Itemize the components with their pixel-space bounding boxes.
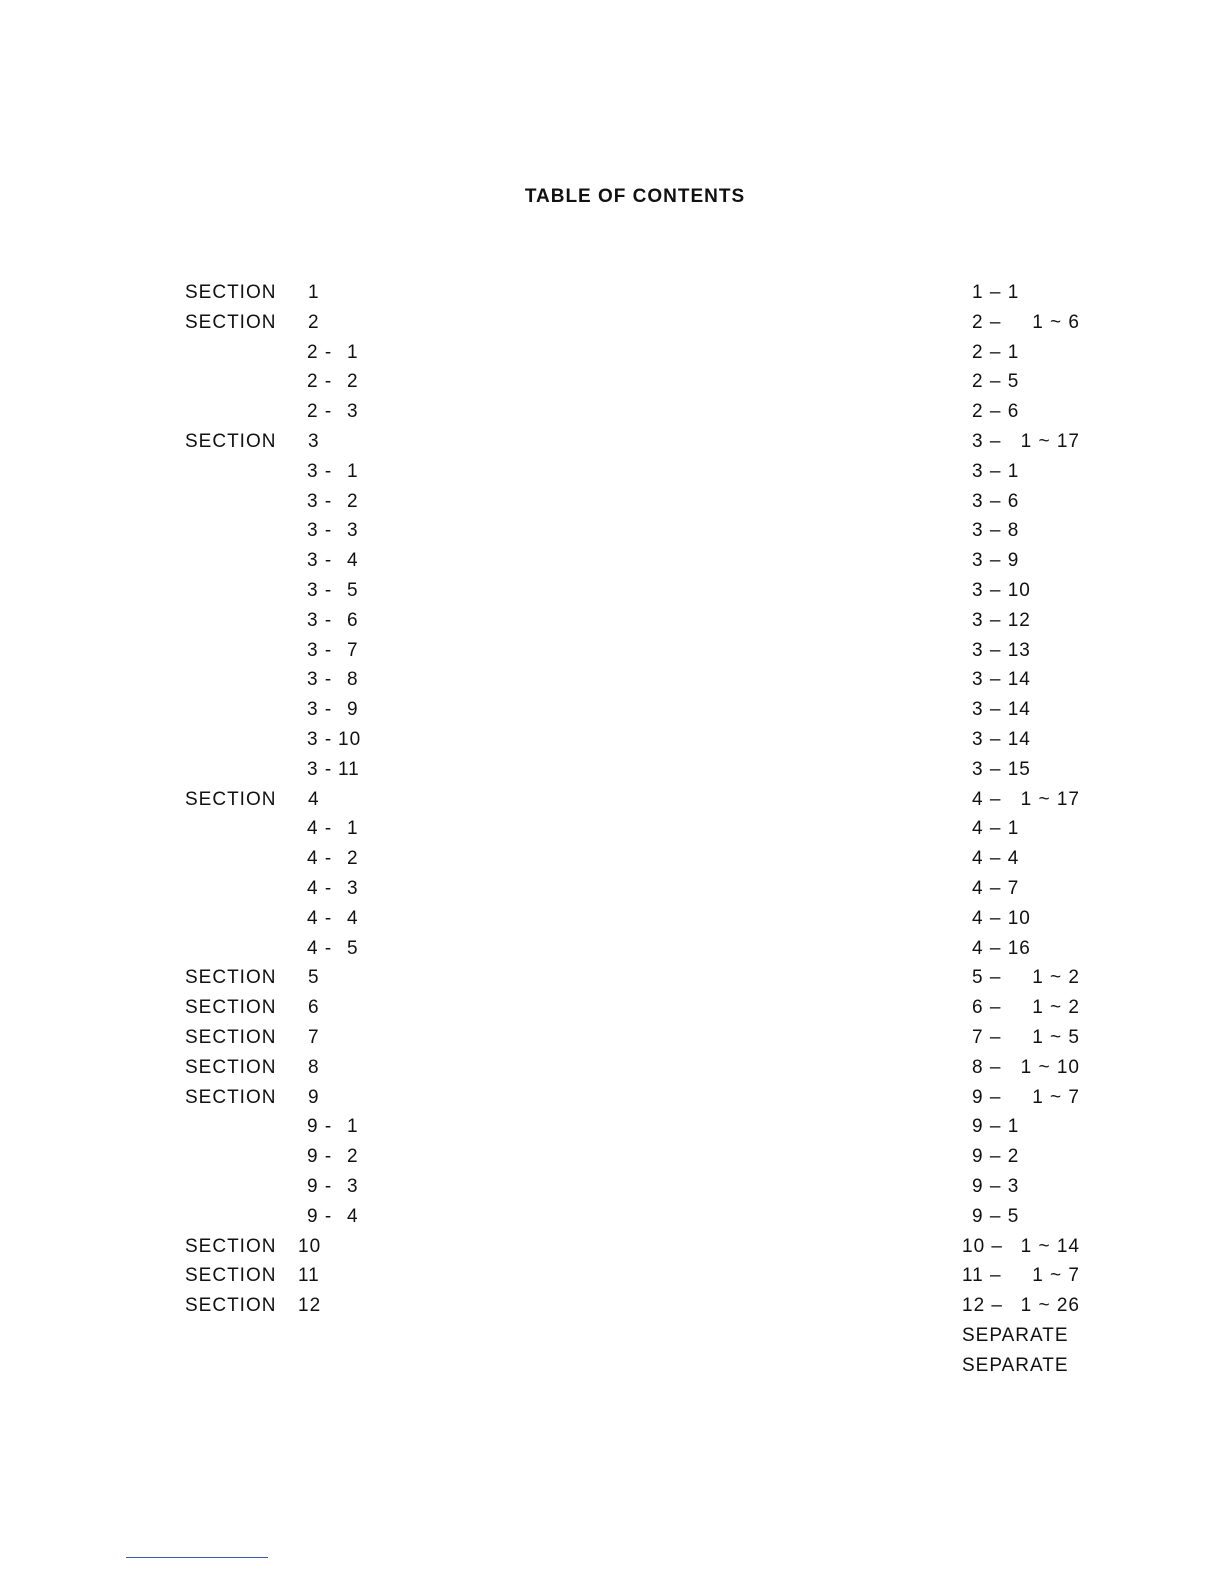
entry-page: 4 – 10 <box>972 908 1031 929</box>
entry-page: 11 – <box>962 1265 1002 1286</box>
toc-row <box>0 936 1224 962</box>
entry-subnumber: 5 <box>347 580 359 601</box>
entry-page: 3 – 1 <box>972 461 1020 482</box>
entry-number: 3 - <box>307 461 333 482</box>
entry-page: 9 – 1 <box>972 1116 1020 1137</box>
entry-number: 3 - <box>307 729 333 750</box>
entry-page-range: 1 ~ 7 <box>1032 1087 1080 1108</box>
entry-subnumber: 5 <box>347 938 359 959</box>
entry-subnumber: 1 <box>347 461 359 482</box>
section-label: SECTION <box>185 431 277 452</box>
entry-subnumber: 11 <box>338 759 360 780</box>
toc-row <box>0 787 1224 813</box>
entry-subnumber: 9 <box>347 699 359 720</box>
toc-row <box>0 1085 1224 1111</box>
entry-page-range: 1 ~ 14 <box>1020 1236 1080 1257</box>
footer-rule <box>126 1557 268 1558</box>
entry-page: 3 – 14 <box>972 699 1031 720</box>
entry-page: SEPARATE <box>962 1325 1069 1346</box>
entry-number: 3 - <box>307 550 333 571</box>
entry-subnumber: 3 <box>347 878 359 899</box>
entry-page: 3 – 15 <box>972 759 1031 780</box>
entry-page-range: 1 ~ 17 <box>1020 789 1080 810</box>
section-number: 11 <box>298 1265 320 1286</box>
entry-page: 3 – 10 <box>972 580 1031 601</box>
toc-row <box>0 369 1224 395</box>
entry-page-range: 1 ~ 17 <box>1020 431 1080 452</box>
entry-subnumber: 3 <box>347 401 359 422</box>
toc-row <box>0 757 1224 783</box>
entry-page: 2 – 1 <box>972 342 1020 363</box>
toc-row <box>0 906 1224 932</box>
entry-subnumber: 2 <box>347 1146 359 1167</box>
entry-page-range: 1 ~ 7 <box>1032 1265 1080 1286</box>
entry-number: 3 - <box>307 610 333 631</box>
section-number: 9 <box>308 1087 320 1108</box>
toc-row <box>0 965 1224 991</box>
entry-page: 4 – 16 <box>972 938 1031 959</box>
toc-row <box>0 1204 1224 1230</box>
entry-page: 9 – 3 <box>972 1176 1020 1197</box>
entry-number: 4 - <box>307 818 333 839</box>
section-label: SECTION <box>185 967 277 988</box>
entry-subnumber: 8 <box>347 669 359 690</box>
entry-number: 4 - <box>307 938 333 959</box>
entry-page-range: 1 ~ 2 <box>1032 997 1080 1018</box>
section-label: SECTION <box>185 1027 277 1048</box>
toc-row <box>0 518 1224 544</box>
entry-page-range: 1 ~ 10 <box>1020 1057 1080 1078</box>
toc-row <box>0 608 1224 634</box>
entry-page: 3 – <box>972 431 1002 452</box>
entry-subnumber: 1 <box>347 342 359 363</box>
toc-row <box>0 638 1224 664</box>
entry-subnumber: 4 <box>347 908 359 929</box>
entry-page: 8 – <box>972 1057 1002 1078</box>
entry-subnumber: 3 <box>347 1176 359 1197</box>
entry-page: SEPARATE <box>962 1355 1069 1376</box>
entry-page: 5 – <box>972 967 1002 988</box>
toc-row <box>0 1293 1224 1319</box>
section-number: 2 <box>308 312 320 333</box>
toc-row <box>0 429 1224 455</box>
entry-subnumber: 2 <box>347 848 359 869</box>
section-number: 3 <box>308 431 320 452</box>
entry-page: 4 – 1 <box>972 818 1020 839</box>
entry-subnumber: 4 <box>347 550 359 571</box>
entry-number: 4 - <box>307 878 333 899</box>
section-label: SECTION <box>185 1057 277 1078</box>
entry-page: 9 – 5 <box>972 1206 1020 1227</box>
entry-subnumber: 2 <box>347 491 359 512</box>
section-label: SECTION <box>185 312 277 333</box>
toc-row <box>0 489 1224 515</box>
entry-page: 4 – <box>972 789 1002 810</box>
entry-page-range: 1 ~ 2 <box>1032 967 1080 988</box>
entry-number: 3 - <box>307 759 333 780</box>
entry-page: 6 – <box>972 997 1002 1018</box>
toc-row <box>0 667 1224 693</box>
entry-page: 3 – 8 <box>972 520 1020 541</box>
entry-page: 2 – <box>972 312 1002 333</box>
toc-row <box>0 697 1224 723</box>
entry-number: 3 - <box>307 580 333 601</box>
entry-number: 9 - <box>307 1146 333 1167</box>
entry-page: 3 – 14 <box>972 669 1031 690</box>
toc-row <box>0 1114 1224 1140</box>
section-label: SECTION <box>185 1295 277 1316</box>
toc-row <box>0 846 1224 872</box>
toc-row <box>0 1323 1224 1349</box>
section-label: SECTION <box>185 1265 277 1286</box>
entry-page: 9 – 2 <box>972 1146 1020 1167</box>
section-label: SECTION <box>185 997 277 1018</box>
entry-page: 12 – <box>962 1295 1003 1316</box>
toc-row <box>0 1234 1224 1260</box>
entry-page-range: 1 ~ 5 <box>1032 1027 1080 1048</box>
toc-row <box>0 995 1224 1021</box>
section-number: 6 <box>308 997 320 1018</box>
entry-page: 7 – <box>972 1027 1002 1048</box>
entry-subnumber: 10 <box>338 729 362 750</box>
entry-number: 3 - <box>307 520 333 541</box>
entry-page: 3 – 9 <box>972 550 1020 571</box>
entry-page: 9 – <box>972 1087 1002 1108</box>
entry-page-range: 1 ~ 6 <box>1032 312 1080 333</box>
entry-page: 3 – 14 <box>972 729 1031 750</box>
entry-page: 1 – 1 <box>972 282 1020 303</box>
toc-row <box>0 459 1224 485</box>
toc-row <box>0 1055 1224 1081</box>
toc-row <box>0 399 1224 425</box>
entry-page: 10 – <box>962 1236 1003 1257</box>
section-number: 10 <box>298 1236 322 1257</box>
toc-row <box>0 1025 1224 1051</box>
toc-row <box>0 280 1224 306</box>
entry-subnumber: 2 <box>347 371 359 392</box>
toc-row <box>0 1174 1224 1200</box>
entry-number: 4 - <box>307 908 333 929</box>
section-number: 4 <box>308 789 320 810</box>
section-label: SECTION <box>185 1236 277 1257</box>
toc-row <box>0 340 1224 366</box>
section-number: 1 <box>308 282 320 303</box>
section-label: SECTION <box>185 1087 277 1108</box>
entry-page: 4 – 4 <box>972 848 1020 869</box>
entry-number: 4 - <box>307 848 333 869</box>
toc-row <box>0 1144 1224 1170</box>
toc-row <box>0 548 1224 574</box>
entry-page: 2 – 6 <box>972 401 1020 422</box>
entry-page-range: 1 ~ 26 <box>1020 1295 1080 1316</box>
section-label: SECTION <box>185 282 277 303</box>
entry-number: 3 - <box>307 669 333 690</box>
toc-row <box>0 310 1224 336</box>
toc-row <box>0 876 1224 902</box>
entry-page: 3 – 13 <box>972 640 1031 661</box>
entry-subnumber: 1 <box>347 1116 359 1137</box>
entry-subnumber: 1 <box>347 818 359 839</box>
entry-page: 3 – 12 <box>972 610 1031 631</box>
entry-page: 4 – 7 <box>972 878 1020 899</box>
section-number: 5 <box>308 967 320 988</box>
toc-row <box>0 1263 1224 1289</box>
entry-number: 3 - <box>307 640 333 661</box>
entry-number: 9 - <box>307 1176 333 1197</box>
section-number: 8 <box>308 1057 320 1078</box>
entry-page: 3 – 6 <box>972 491 1020 512</box>
entry-number: 9 - <box>307 1116 333 1137</box>
toc-row <box>0 1353 1224 1379</box>
entry-subnumber: 4 <box>347 1206 359 1227</box>
entry-number: 9 - <box>307 1206 333 1227</box>
entry-page: 2 – 5 <box>972 371 1020 392</box>
entry-number: 2 - <box>307 342 333 363</box>
section-number: 7 <box>308 1027 320 1048</box>
toc-row <box>0 727 1224 753</box>
entry-subnumber: 7 <box>347 640 359 661</box>
entry-number: 2 - <box>307 401 333 422</box>
toc-row <box>0 816 1224 842</box>
entry-number: 3 - <box>307 491 333 512</box>
entry-subnumber: 6 <box>347 610 359 631</box>
page-title: TABLE OF CONTENTS <box>524 186 746 207</box>
section-number: 12 <box>298 1295 322 1316</box>
entry-number: 2 - <box>307 371 333 392</box>
entry-number: 3 - <box>307 699 333 720</box>
toc-row <box>0 578 1224 604</box>
section-label: SECTION <box>185 789 277 810</box>
entry-subnumber: 3 <box>347 520 359 541</box>
